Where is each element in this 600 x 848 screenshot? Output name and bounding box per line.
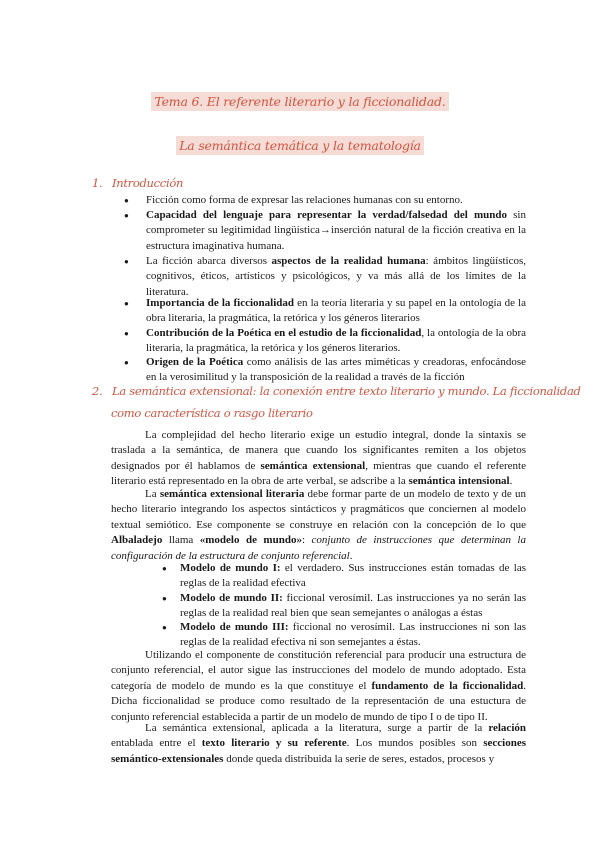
- intro-bullet-6: ● Origen de la Poética como análisis de las artes miméticas y creadoras, enfocándose en la verosimilitud y la transposición de la realidad a través de la ficción: [146, 355, 526, 386]
- paragraph-3: Utilizando el componente de constitución referencial para producir una estructura de conjunto referencial, el autor sigue las instrucciones del modelo de mundo adoptado. Esta categoría de modelo de mundo es la que constituye el fundamento de la ficcionalidad. Dicha ficcionalidad se produce como resultado de la representación de una estuctura de conjunto referencial establecida a partir de un modelo de mundo de tipo I o de tipo II.: [111, 649, 526, 723]
- section-1-title: Introducción: [112, 176, 184, 190]
- intro-bullet-2: ● Capacidad del lenguaje para representar la verdad/falsedad del mundo sin comprometer su legitimidad lingüística→inserción natural de la ficción creativa en la estructura imaginativa humana.: [146, 208, 526, 254]
- document-subtitle: [0, 137, 600, 155]
- section-1-heading: [92, 176, 183, 190]
- intro-bullet-4: ● Importancia de la ficcionalidad en la teoría literaria y su papel en la ontología de la obra literaria, la pragmática, la retórica y los géneros literarios: [146, 296, 526, 327]
- section-2-title-line-1: La semántica extensional: la conexión entre texto literario y mundo. La ficcionalidad: [112, 384, 581, 398]
- paragraph-4: La semántica extensional, aplicada a la literatura, surge a partir de la relación entablada entre el texto literario y su referente. Los mundos posibles son secciones semántico-extensionales donde queda distribuida la serie de seres, estados, procesos y: [111, 722, 526, 765]
- paragraph-1: La complejidad del hecho literario exige un estudio integral, donde la sintaxis se traslada a la semántica, de manera que cuando los significantes remiten a los objetos designados por él hablamos de semántica extensional, mientras que cuando el referente literario está representado en la obra de arte verbal, se adscribe a la semántica intensional.: [111, 429, 526, 488]
- world-model-2: ● Modelo de mundo II: ficcional verosímil. Las instrucciones ya no serán las reglas de la realidad real bien que sean semejantes o análogas a éstas: [180, 591, 526, 621]
- section-2-number: 2.: [92, 384, 103, 398]
- section-2-heading: [92, 384, 581, 398]
- intro-bullet-5: ● Contribución de la Poética en el estudio de la ficcionalidad, la ontología de la obra literaria, la pragmática, la retórica y los géneros literarios.: [146, 326, 526, 357]
- intro-bullet-3: ● La ficción abarca diversos aspectos de la realidad humana: ámbitos lingüísticos, cognitivos, éticos, artísticos y psicológicos, y va más allá de los límites de la literatura.: [146, 254, 526, 300]
- world-model-3: ● Modelo de mundo III: ficcional no verosímil. Las instrucciones ni son las reglas de la realidad efectiva ni son semejantes a éstas.: [180, 620, 526, 650]
- document-subtitle-text: La semántica temática y la tematología: [176, 136, 424, 155]
- paragraph-2: La semántica extensional literaria debe formar parte de un modelo de texto y de un hecho literario integrando los aspectos sintácticos y pragmáticos que conciernen al modelo textual semiótico. Ese componente se construye en relación con la concepción de lo que Albaladejo llama «modelo de mundo»: conjunto de instrucciones que determinan la configuración de la estructura de conjunto referencial.: [111, 488, 527, 562]
- section-2-title-line-2: como característica o rasgo literario: [111, 406, 313, 420]
- section-1-number: 1.: [92, 176, 103, 190]
- section-2-heading-continued: [111, 406, 313, 420]
- intro-bullet-1: ● Ficción como forma de expresar las relaciones humanas con su entorno.: [146, 193, 526, 208]
- world-model-1: ● Modelo de mundo I: el verdadero. Sus instrucciones están tomadas de las reglas de la realidad efectiva: [180, 561, 526, 591]
- document-title-text: Tema 6. El referente literario y la ficcionalidad.: [151, 92, 448, 111]
- document-title: [0, 93, 600, 111]
